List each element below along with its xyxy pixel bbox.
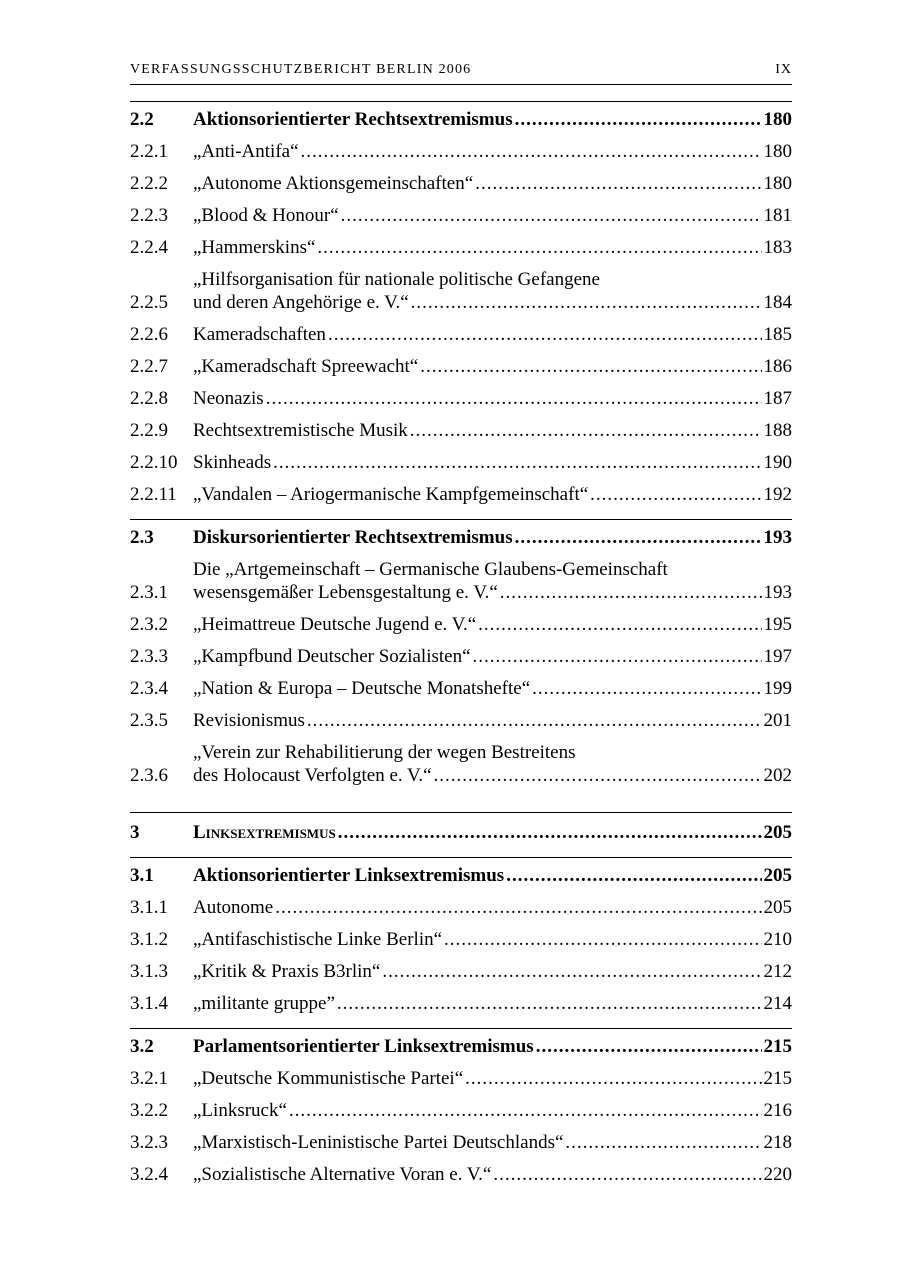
entry-number: 2.2.8 (130, 388, 168, 409)
entry-body (193, 236, 792, 259)
entry-number: 2.2.7 (130, 356, 168, 377)
entry-title: „Anti-Antifa“ (193, 141, 299, 162)
header-title: VERFASSUNGSSCHUTZBERICHT BERLIN 2006 (130, 62, 472, 77)
toc-entry (130, 232, 792, 264)
toc-entry (130, 200, 792, 232)
entry-number: 2.2 (130, 109, 154, 130)
entry-title-line (193, 1163, 792, 1186)
entry-number: 3.2.1 (130, 1068, 168, 1089)
entry-title-line (193, 526, 792, 549)
toc-heading-entry (130, 1031, 792, 1063)
entry-title-line (193, 483, 792, 506)
entry-number: 2.3.1 (130, 582, 168, 603)
entry-title: „Nation & Europa – Deutsche Monatshefte“ (193, 678, 531, 699)
entry-number: 2.2.2 (130, 173, 168, 194)
dot-leader (590, 483, 761, 506)
dot-leader (515, 526, 762, 549)
entry-title-line (193, 291, 792, 314)
entry-title: „militante gruppe” (193, 993, 335, 1014)
entry-title: „Heimattreue Deutsche Jugend e. V.“ (193, 614, 477, 635)
entry-body (193, 992, 792, 1015)
entry-title-first-line: Die „Artgemeinschaft – Germanische Glaubens-Gemeinschaft (193, 559, 668, 580)
entry-title: „Hammerskins“ (193, 237, 316, 258)
entry-number: 2.2.6 (130, 324, 168, 345)
entry-title: „Antifaschistische Linke Berlin“ (193, 929, 443, 950)
entry-body (193, 355, 792, 378)
dot-leader (275, 896, 761, 919)
entry-body (193, 896, 792, 919)
entry-page-number: 199 (763, 678, 792, 699)
dot-leader (338, 821, 762, 844)
entry-body (193, 677, 792, 700)
dot-leader (444, 928, 761, 951)
entry-body (193, 483, 792, 506)
toc-entry (130, 988, 792, 1020)
entry-title-line (193, 323, 792, 346)
entry-number: 3.2 (130, 1036, 154, 1057)
entry-title-line (193, 108, 792, 131)
entry-title-line (193, 451, 792, 474)
entry-number: 2.2.1 (130, 141, 168, 162)
entry-body (193, 387, 792, 410)
toc-entry (130, 737, 792, 792)
toc-section (130, 812, 792, 849)
entry-page-number: 210 (763, 929, 792, 950)
toc-entry (130, 956, 792, 988)
entry-body (193, 204, 792, 227)
toc-heading-entry (130, 860, 792, 892)
entry-title: „Vandalen – Ariogermanische Kampfgemeinschaft“ (193, 484, 589, 505)
entry-number: 3.1 (130, 865, 154, 886)
entry-body (193, 709, 792, 732)
entry-number: 2.3.4 (130, 678, 168, 699)
running-header (130, 62, 792, 85)
entry-body (193, 140, 792, 163)
entry-title: Rechtsextremistische Musik (193, 420, 408, 441)
toc-entry (130, 673, 792, 705)
entry-page-number: 187 (763, 388, 792, 409)
toc-entry (130, 168, 792, 200)
entry-body (193, 864, 792, 887)
entry-body (193, 960, 792, 983)
entry-body (193, 526, 792, 549)
table-of-contents (130, 101, 792, 1191)
entry-title: und deren Angehörige e. V.“ (193, 292, 409, 313)
entry-number: 2.3 (130, 527, 154, 548)
dot-leader (337, 992, 762, 1015)
entry-page-number: 216 (763, 1100, 792, 1121)
entry-title-line (193, 1067, 792, 1090)
entry-title-line (193, 387, 792, 410)
entry-title-line (193, 960, 792, 983)
entry-page-number: 218 (763, 1132, 792, 1153)
entry-body (193, 1035, 792, 1058)
entry-title-first-line: „Hilfsorganisation für nationale politische Gefangene (193, 269, 600, 290)
entry-page-number: 215 (763, 1068, 792, 1089)
entry-title: „Kritik & Praxis B3rlin“ (193, 961, 381, 982)
dot-leader (465, 1067, 761, 1090)
dot-leader (273, 451, 761, 474)
entry-title: „Kameradschaft Spreewacht“ (193, 356, 419, 377)
entry-title-line (193, 1035, 792, 1058)
entry-title-line (193, 581, 792, 604)
dot-leader (382, 960, 761, 983)
dot-leader (536, 1035, 762, 1058)
entry-number: 3.1.2 (130, 929, 168, 950)
dot-leader (506, 864, 761, 887)
entry-title: Neonazis (193, 388, 264, 409)
entry-page-number: 180 (763, 173, 792, 194)
dot-leader (411, 291, 762, 314)
entry-title-line (193, 645, 792, 668)
toc-entry (130, 641, 792, 673)
entry-title-line (193, 677, 792, 700)
toc-entry (130, 447, 792, 479)
dot-leader (515, 108, 762, 131)
entry-page-number: 205 (763, 822, 792, 843)
toc-heading-entry (130, 104, 792, 136)
entry-body (193, 821, 792, 844)
entry-title-first-line: „Verein zur Rehabilitierung der wegen Bestreitens (193, 742, 576, 763)
entry-title-line (193, 864, 792, 887)
entry-body (193, 451, 792, 474)
entry-title-line (193, 419, 792, 442)
entry-page-number: 205 (763, 897, 792, 918)
entry-number: 2.3.5 (130, 710, 168, 731)
entry-body (193, 172, 792, 195)
dot-leader (532, 677, 761, 700)
entry-body (193, 108, 792, 131)
entry-page-number: 183 (763, 237, 792, 258)
entry-title-line (193, 928, 792, 951)
entry-number: 3.1.3 (130, 961, 168, 982)
toc-entry (130, 319, 792, 351)
entry-title-line (193, 204, 792, 227)
toc-heading-entry (130, 522, 792, 554)
dot-leader (328, 323, 762, 346)
dot-leader (410, 419, 762, 442)
entry-title: „Kampfbund Deutscher Sozialisten“ (193, 646, 471, 667)
entry-title-line (193, 992, 792, 1015)
dot-leader (317, 236, 761, 259)
entry-title-line (193, 821, 792, 844)
entry-body (193, 741, 792, 787)
toc-entry (130, 705, 792, 737)
dot-leader (565, 1131, 761, 1154)
entry-page-number: 193 (763, 582, 792, 603)
entry-body (193, 613, 792, 636)
entry-page-number: 215 (763, 1036, 792, 1057)
entry-title: Revisionismus (193, 710, 305, 731)
entry-page-number: 186 (763, 356, 792, 377)
entry-number: 2.3.6 (130, 765, 168, 786)
entry-title: Diskursorientierter Rechtsextremismus (193, 527, 513, 548)
toc-entry (130, 609, 792, 641)
toc-entry (130, 892, 792, 924)
entry-number: 2.2.9 (130, 420, 168, 441)
toc-entry (130, 479, 792, 511)
toc-entry (130, 1095, 792, 1127)
entry-number: 2.2.4 (130, 237, 168, 258)
entry-body (193, 323, 792, 346)
dot-leader (341, 204, 762, 227)
entry-body (193, 558, 792, 604)
entry-title: des Holocaust Verfolgten e. V.“ (193, 765, 432, 786)
toc-entry (130, 1159, 792, 1191)
entry-number: 3.1.4 (130, 993, 168, 1014)
entry-body (193, 268, 792, 314)
entry-title: Aktionsorientierter Linksextremismus (193, 865, 505, 886)
entry-body (193, 1099, 792, 1122)
entry-page-number: 201 (763, 710, 792, 731)
entry-number: 2.2.3 (130, 205, 168, 226)
entry-title: Aktionsorientierter Rechtsextremismus (193, 109, 513, 130)
entry-title: Linksextremismus (193, 822, 336, 843)
entry-body (193, 1067, 792, 1090)
dot-leader (475, 172, 761, 195)
entry-number: 2.2.11 (130, 484, 177, 505)
entry-title-line (193, 172, 792, 195)
entry-title-line (193, 1099, 792, 1122)
entry-page-number: 220 (763, 1164, 792, 1185)
entry-body (193, 1163, 792, 1186)
entry-title-line (193, 236, 792, 259)
toc-entry (130, 383, 792, 415)
entry-number: 2.2.5 (130, 292, 168, 313)
entry-page-number: 193 (763, 527, 792, 548)
entry-number: 3.2.4 (130, 1164, 168, 1185)
toc-heading-entry (130, 817, 792, 849)
entry-title: Skinheads (193, 452, 272, 473)
toc-entry (130, 351, 792, 383)
entry-page-number: 181 (763, 205, 792, 226)
entry-page-number: 185 (763, 324, 792, 345)
toc-section (130, 519, 792, 792)
entry-page-number: 184 (763, 292, 792, 313)
entry-title-line (193, 764, 792, 787)
dot-leader (493, 1163, 761, 1186)
entry-page-number: 190 (763, 452, 792, 473)
entry-title-line (193, 355, 792, 378)
toc-entry (130, 924, 792, 956)
entry-page-number: 212 (763, 961, 792, 982)
toc-entry (130, 415, 792, 447)
entry-title: wesensgemäßer Lebensgestaltung e. V.“ (193, 582, 498, 603)
entry-number: 3.2.2 (130, 1100, 168, 1121)
entry-number: 2.3.3 (130, 646, 168, 667)
entry-title-line (193, 613, 792, 636)
entry-title: „Autonome Aktionsgemeinschaften“ (193, 173, 474, 194)
toc-entry (130, 1127, 792, 1159)
entry-number: 2.2.10 (130, 452, 178, 473)
entry-title: „Sozialistische Alternative Voran e. V.“ (193, 1164, 492, 1185)
entry-title: „Linksruck“ (193, 1100, 287, 1121)
entry-number: 3.2.3 (130, 1132, 168, 1153)
entry-title: „Deutsche Kommunistische Partei“ (193, 1068, 464, 1089)
header-page-number: IX (775, 62, 792, 77)
entry-body (193, 1131, 792, 1154)
toc-entry (130, 136, 792, 168)
entry-page-number: 197 (763, 646, 792, 667)
toc-entry (130, 264, 792, 319)
entry-title-line (193, 1131, 792, 1154)
entry-page-number: 192 (763, 484, 792, 505)
entry-number: 3 (130, 822, 140, 843)
entry-page-number: 195 (763, 614, 792, 635)
entry-number: 3.1.1 (130, 897, 168, 918)
dot-leader (434, 764, 762, 787)
entry-page-number: 180 (763, 141, 792, 162)
toc-entry (130, 1063, 792, 1095)
toc-section (130, 1028, 792, 1191)
dot-leader (307, 709, 762, 732)
entry-body (193, 419, 792, 442)
entry-page-number: 202 (763, 765, 792, 786)
entry-title: „Marxistisch-Leninistische Partei Deutschlands“ (193, 1132, 564, 1153)
toc-section (130, 101, 792, 511)
entry-page-number: 214 (763, 993, 792, 1014)
entry-title-line (193, 709, 792, 732)
entry-page-number: 188 (763, 420, 792, 441)
dot-leader (500, 581, 762, 604)
entry-title-line (193, 140, 792, 163)
entry-page-number: 180 (763, 109, 792, 130)
entry-title: Autonome (193, 897, 274, 918)
toc-entry (130, 554, 792, 609)
entry-title-line (193, 896, 792, 919)
dot-leader (478, 613, 761, 636)
dot-leader (289, 1099, 762, 1122)
entry-body (193, 928, 792, 951)
entry-number: 2.3.2 (130, 614, 168, 635)
dot-leader (301, 140, 762, 163)
dot-leader (473, 645, 762, 668)
entry-title: „Blood & Honour“ (193, 205, 339, 226)
entry-title: Kameradschaften (193, 324, 326, 345)
entry-title: Parlamentsorientierter Linksextremismus (193, 1036, 534, 1057)
entry-body (193, 645, 792, 668)
dot-leader (420, 355, 761, 378)
entry-page-number: 205 (763, 865, 792, 886)
dot-leader (266, 387, 762, 410)
toc-section (130, 857, 792, 1020)
